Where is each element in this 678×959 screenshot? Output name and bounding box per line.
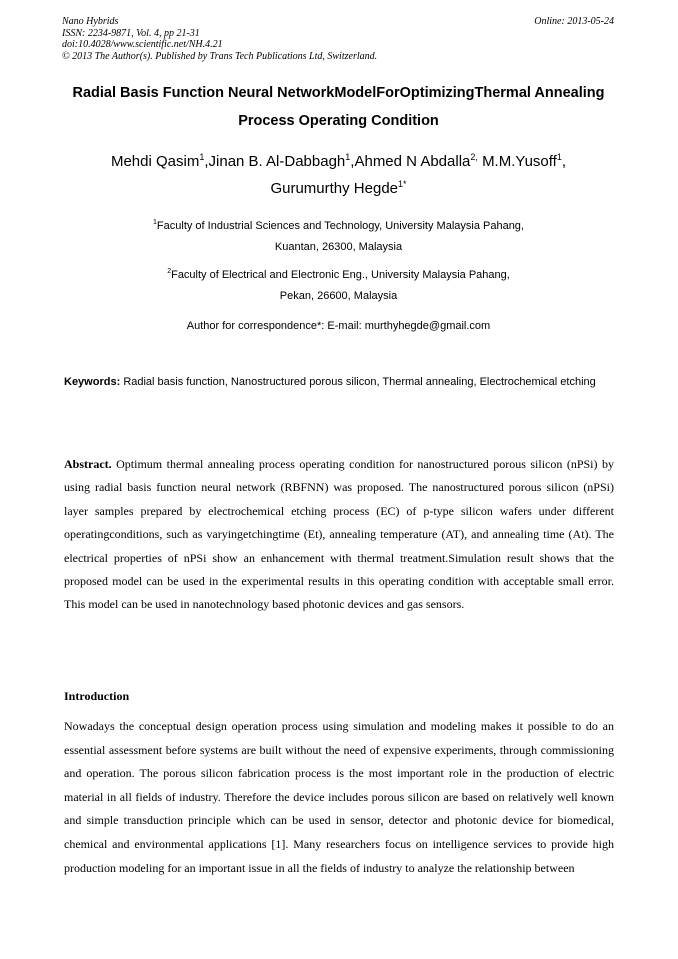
affiliation-mark: 1 <box>153 219 157 226</box>
author-name: M.M.Yusoff <box>482 153 557 170</box>
affiliation-line: Faculty of Industrial Sciences and Technology, University Malaysia Pahang, <box>156 220 524 232</box>
author-affiliation-mark: 1 <box>556 152 562 162</box>
affiliation-location: Kuantan, 26300, Malaysia <box>274 241 403 253</box>
author-list <box>62 148 615 202</box>
introduction-text: Nowadays the conceptual design operation process using simulation and modeling makes it possible to do an essential assessment before systems are built without the need of expensive experiments, through commissioning and operation. The porous silicon fabrication process is the most important role in the production of electric material in all fields of industry. Therefore the device includes porous silicon are based on relatively well known and simple transduction principle which can be used in sensor, detector and photonic device for biomedical, chemical and environmental applications [1]. Many researchers focus on intelligence services to provide high production modeling for an important issue in all the fields of industry to analyze the relationship between <box>64 719 614 875</box>
author-name: Jinan B. Al-Dabbagh <box>208 153 346 170</box>
keywords-section <box>64 372 614 393</box>
author-separator: , <box>204 153 209 170</box>
keywords-label: Keywords: <box>64 376 121 388</box>
author-affiliation-mark: 1 <box>345 152 351 162</box>
journal-issn: ISSN: 2234-9871, Vol. 4, pp 21-31 <box>62 27 200 39</box>
journal-copyright: © 2013 The Author(s). Published by Trans Tech Publications Ltd, Switzerland. <box>62 50 378 62</box>
author-name: Gurumurthy Hegde <box>270 180 399 197</box>
affiliation-1 <box>62 216 615 258</box>
abstract-section <box>64 453 614 617</box>
author-separator: , <box>561 153 567 170</box>
abstract-text: Optimum thermal annealing process operating condition for nanostructured porous silicon (nPSi) by using radial basis function neural network (RBFNN) was proposed. The nanostructured porous silicon (nPSi) layer samples prepared by electrochemical etching process (EC) of p-type silicon wafers under different operatingconditions, such as varyingetchingtime (Et), annealing temperature (AT), and annealing time (At). The electrical properties of nPSi show an enhancement with thermal treatment.Simulation result shows that the proposed model can be used in the experimental results in this operating condition with acceptable small error. This model can be used in nanotechnology based photonic devices and gas sensors. <box>64 457 614 612</box>
author-affiliation-mark: 1 <box>199 152 205 162</box>
author-separator: , <box>350 153 355 170</box>
author-affiliation-mark: 1* <box>398 179 407 189</box>
affiliation-location: Pekan, 26600, Malaysia <box>279 290 398 302</box>
journal-doi: doi:10.4028/www.scientific.net/NH.4.21 <box>62 39 223 50</box>
introduction-heading: Introduction <box>64 689 130 703</box>
keywords-text: Radial basis function, Nanostructured porous silicon, Thermal annealing, Electrochemical etching <box>123 376 596 388</box>
author-name: Ahmed N Abdalla <box>354 153 471 170</box>
affiliation-2 <box>62 265 615 307</box>
affiliation-mark: 2 <box>167 268 172 275</box>
author-affiliation-mark: 2, <box>470 152 478 162</box>
affiliation-line: Faculty of Electrical and Electronic Eng., University Malaysia Pahang, <box>171 269 510 281</box>
correspondence-email: Author for correspondence*: E-mail: murthyhegde@gmail.com <box>186 320 491 332</box>
author-name: Mehdi Qasim <box>110 153 200 170</box>
online-date: Online: 2013-05-24 <box>534 16 614 27</box>
abstract-label: Abstract. <box>64 457 112 471</box>
journal-name: Nano Hybrids <box>62 16 119 27</box>
journal-header <box>62 16 377 62</box>
paper-title: Radial Basis Function Neural NetworkModelForOptimizingThermal Annealing Process Operating Condition <box>72 85 605 129</box>
